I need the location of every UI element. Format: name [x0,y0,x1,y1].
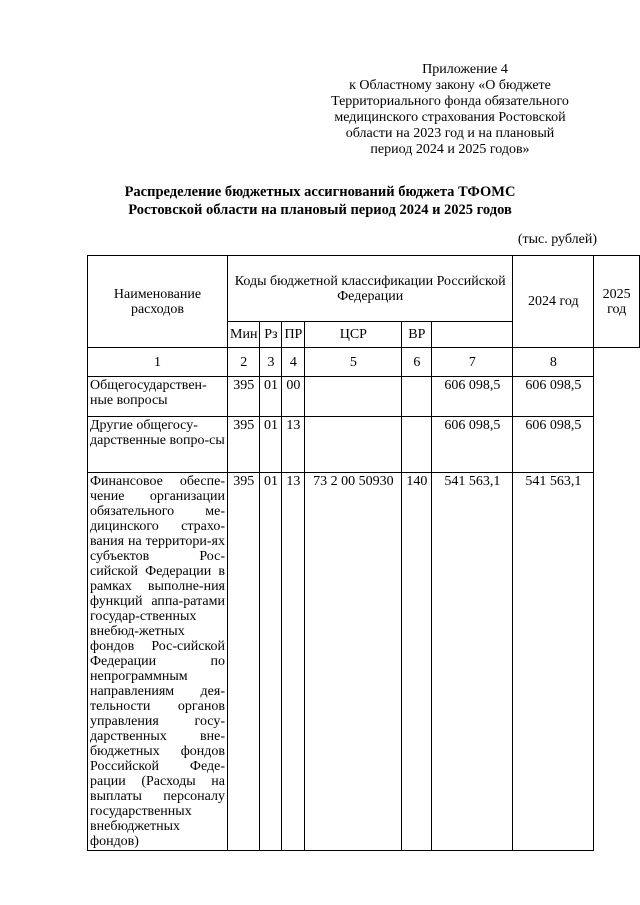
col-number: 4 [282,348,305,377]
header-2024: 2024 год [513,256,594,348]
header-min: Мин [228,322,260,348]
appendix-line: к Областному закону «О бюджете [349,78,551,93]
row-2024: 606 098,5 [432,417,513,473]
heading-line: Распределение бюджетных ассигнований бюджета ТФОМС [124,184,516,200]
row-csr: 73 2 00 50930 [305,473,402,851]
row-name: Другие общегосу-дарственные вопро-сы [88,417,228,473]
col-number: 8 [513,348,594,377]
document-heading [60,183,580,219]
col-number: 6 [402,348,432,377]
row-min: 395 [228,417,260,473]
table-row [88,377,640,417]
header-row [88,256,640,322]
col-number: 7 [432,348,513,377]
table-row [88,473,640,851]
row-pr: 00 [282,377,305,417]
appendix-title: Приложение 4 [422,62,508,77]
budget-table [87,255,640,851]
row-name: Финансовое обеспе-чение организации обязательного ме-дицинского страхо-вания на территори-ях субъектов Рос-сийской Федерации в рамках выполне-ния функций аппа-ратами государ-ственных внебюд-жетных фондов Рос-сийской Федерации по непрограммным направлениям дея-тельности органов управления госу-дарственных вне-бюджетных фондов Российской Феде-рации (Расходы на выплаты персоналу государственных внебюджетных фондов) [88,473,228,851]
row-2025: 606 098,5 [513,377,594,417]
col-number: 2 [228,348,260,377]
row-name: Общегосударствен-ные вопросы [88,377,228,417]
header-codes: Коды бюджетной классификации Российской Федерации [228,256,513,322]
header-rz: Рз [260,322,282,348]
appendix-line: области на 2023 год и на плановый [345,126,555,141]
row-rz: 01 [260,473,282,851]
header-vr: ВР [402,322,432,348]
row-vr [402,377,432,417]
units-label: (тыс. рублей) [517,232,597,247]
row-min: 395 [228,377,260,417]
table-row [88,417,640,473]
row-2025: 606 098,5 [513,417,594,473]
row-pr: 13 [282,417,305,473]
row-2024: 606 098,5 [432,377,513,417]
row-vr [402,417,432,473]
appendix-block [300,62,600,158]
col-number: 5 [305,348,402,377]
row-2025: 541 563,1 [513,473,594,851]
row-vr: 140 [402,473,432,851]
header-pr: ПР [282,322,305,348]
appendix-line: Территориального фонда обязательного [331,94,569,109]
row-rz: 01 [260,377,282,417]
row-csr [305,417,402,473]
header-name: Наименование расходов [88,256,228,348]
row-pr: 13 [282,473,305,851]
appendix-line: медицинского страхования Ростовской [334,110,566,125]
column-number-row [88,348,640,377]
col-number: 1 [88,348,228,377]
header-csr: ЦСР [305,322,402,348]
row-csr [305,377,402,417]
row-min: 395 [228,473,260,851]
header-2025: 2025 год [594,256,640,348]
col-number: 3 [260,348,282,377]
row-rz: 01 [260,417,282,473]
row-2024: 541 563,1 [432,473,513,851]
appendix-line: период 2024 и 2025 годов» [370,142,530,157]
heading-line: Ростовской области на плановый период 2024 и 2025 годов [128,202,512,218]
